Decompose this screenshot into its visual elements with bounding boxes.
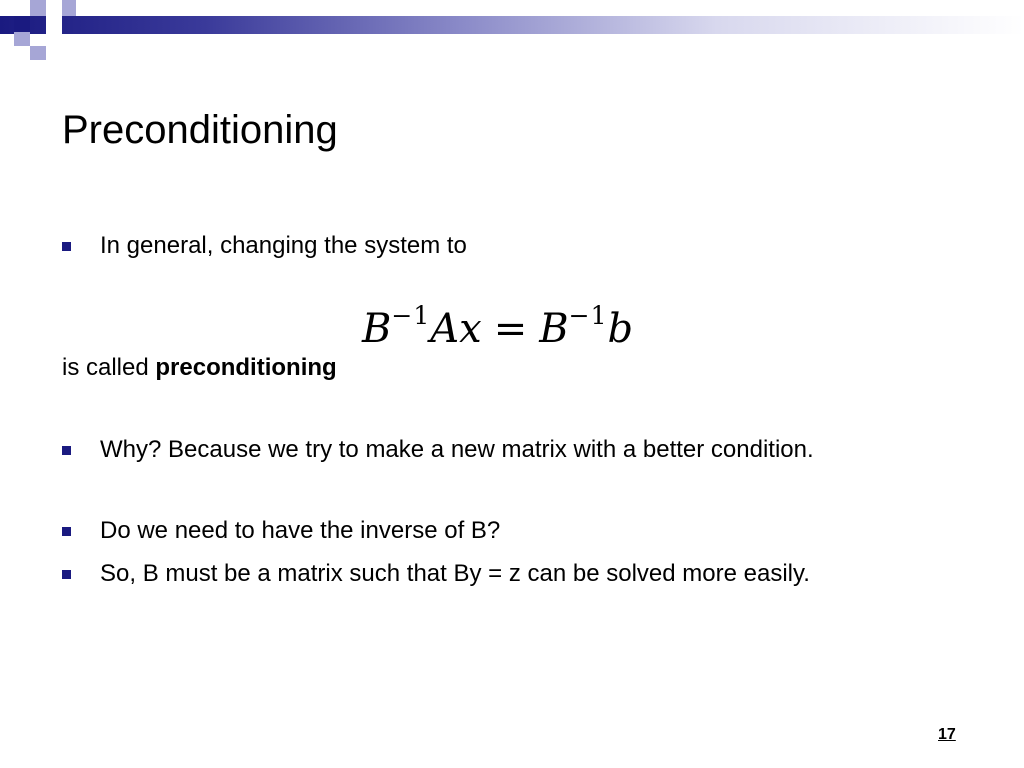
definition-term: preconditioning <box>155 354 337 381</box>
square-bullet-icon <box>62 570 71 579</box>
equation-rhs-base: B <box>539 306 569 352</box>
decor-square <box>14 32 30 46</box>
square-bullet-icon <box>62 242 71 251</box>
bullet-text: Do we need to have the inverse of B? <box>100 517 501 544</box>
decor-square <box>30 0 46 16</box>
decor-square <box>14 16 30 32</box>
equation-lhs-rest: Ax <box>430 306 482 352</box>
equation-rhs-rest: b <box>607 306 634 352</box>
equation-rhs-exponent: −1 <box>568 301 608 330</box>
bullet-item <box>62 434 814 466</box>
decor-square <box>30 46 46 60</box>
square-bullet-icon <box>62 446 71 455</box>
page-number: 17 <box>938 726 956 743</box>
equation <box>362 290 633 355</box>
bullet-text: In general, changing the system to <box>100 232 467 259</box>
definition-prefix: is called <box>62 354 156 381</box>
bullet-item <box>62 558 810 590</box>
slide-title: Preconditioning <box>62 108 338 152</box>
header-banner <box>0 16 1024 34</box>
decor-square <box>62 0 76 16</box>
definition-line <box>62 352 337 384</box>
bullet-text: So, B must be a matrix such that By = z can be solved more easily. <box>100 560 810 587</box>
equation-lhs-exponent: −1 <box>391 301 431 330</box>
bullet-item <box>62 230 467 262</box>
equation-lhs-base: B <box>362 306 392 352</box>
bullet-item <box>62 515 500 547</box>
decor-square <box>46 16 62 34</box>
square-bullet-icon <box>62 527 71 536</box>
equation-equals: = <box>493 306 528 352</box>
bullet-text: Why? Because we try to make a new matrix with a better condition. <box>100 436 814 463</box>
